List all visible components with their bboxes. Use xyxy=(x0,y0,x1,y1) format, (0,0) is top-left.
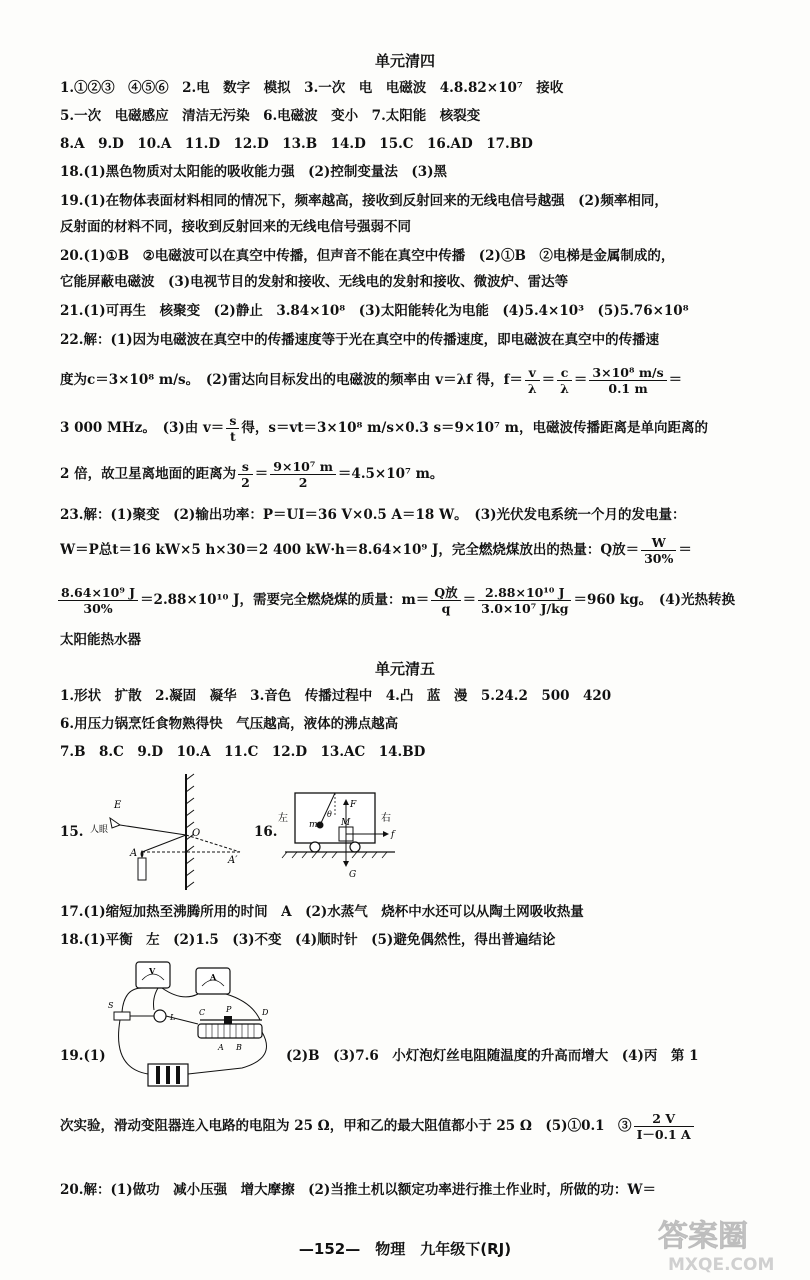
pendulum-ball xyxy=(317,822,324,829)
label-P: P xyxy=(226,1005,232,1014)
label-theta: θ xyxy=(327,810,332,819)
text: 3 000 MHz。 (3)由 v＝ xyxy=(60,420,225,436)
answer-line: 1.①②③ ④⑤⑥ 2.电 数字 模拟 3.一次 电 电磁波 4.8.82×10⁷ 接收 xyxy=(60,80,564,96)
reflected-ray xyxy=(120,825,186,835)
fraction xyxy=(525,365,540,396)
answer-line-formula xyxy=(60,362,770,398)
answer-line: 20.(1)①B ②电磁波可以在真空中传播，但声音不能在真空中传播 (2)①B ②电梯是金属制成的， xyxy=(60,248,675,264)
answer-line: 5.一次 电磁感应 清洁无污染 6.电磁波 变小 7.太阳能 核裂变 xyxy=(60,108,481,124)
label-A-terminal: A xyxy=(218,1043,224,1052)
equals: ＝ xyxy=(254,466,269,482)
numerator: v xyxy=(525,365,540,381)
answer-line: 22.解：(1)因为电磁波在真空中的传播速度等于光在真空中的传播速度，即电磁波在真空中的传播速 xyxy=(60,332,660,348)
wheel-icon xyxy=(310,842,320,852)
text: 度为c＝3×10⁸ m/s。 (2)雷达向目标发出的电磁波的频率由 v＝λf 得，f＝ xyxy=(60,372,523,388)
arrowhead xyxy=(343,861,349,867)
label-A-prime: A′ xyxy=(228,855,238,866)
watermark-url: MXQE.COM xyxy=(668,1255,775,1274)
label-left: 左 xyxy=(278,813,288,824)
mirror-reflection-diagram xyxy=(90,770,250,895)
label-V: V xyxy=(149,966,156,976)
text: 次实验，滑动变阻器连入电路的电阻为 25 Ω，甲和乙的最大阻值都小于 25 Ω (5)①0.1 ③ xyxy=(60,1118,632,1134)
answer-line: 20.解：(1)做功 减小压强 增大摩擦 (2)当推土机以额定功率进行推土作业时，所做的功：W＝ xyxy=(60,1182,656,1198)
answer-line: 7.B 8.C 9.D 10.A 11.C 12.D 13.AC 14.BD xyxy=(60,744,426,760)
equals: ＝ xyxy=(541,372,556,388)
label-m: m xyxy=(309,820,318,830)
answer-line: 23.解：(1)聚变 (2)输出功率：P＝UI＝36 V×0.5 A＝18 W。 (3)光伏发电系统一个月的发电量： xyxy=(60,507,686,523)
eye-icon xyxy=(110,818,120,828)
numerator: c xyxy=(557,365,572,381)
answer-line: 反射面的材料不同，接收到反射回来的无线电信号强弱不同 xyxy=(60,219,411,235)
answer-line: 18.(1)平衡 左 (2)1.5 (3)不变 (4)顺时针 (5)避免偶然性，得出普遍结论 xyxy=(60,932,556,948)
label-eye: 人眼 xyxy=(90,825,109,835)
text: ＝2.88×10¹⁰ J，需要完全燃烧煤的质量：m＝ xyxy=(140,592,430,608)
equals: ＝ xyxy=(668,372,683,388)
label-right: 右 xyxy=(381,813,391,824)
section-title-5: 单元清五 xyxy=(374,660,435,678)
car-force-diagram xyxy=(275,785,410,885)
label-B: B xyxy=(236,1043,242,1052)
answer-line: (2)B (3)7.6 小灯泡灯丝电阻随温度的升高而增大 (4)丙 第 1 xyxy=(286,1048,699,1064)
equals: ＝ xyxy=(573,372,588,388)
bulb-icon xyxy=(154,1010,166,1022)
fraction xyxy=(238,459,253,490)
fraction xyxy=(589,365,666,396)
equals: ＝ xyxy=(678,542,692,558)
text: ＝960 kg。 (4)光热转换 xyxy=(573,592,736,608)
answer-line: 它能屏蔽电磁波 (3)电视节目的发射和接收、无线电的发射和接收、微波炉、雷达等 xyxy=(60,274,569,290)
label-O: O xyxy=(192,828,201,839)
incident-ray xyxy=(142,835,186,852)
answer-line-formula xyxy=(56,580,766,620)
numerator: 2.88×10¹⁰ J xyxy=(478,585,571,601)
fraction xyxy=(478,585,571,616)
fraction xyxy=(431,585,460,616)
numerator: 8.64×10⁹ J xyxy=(58,585,138,601)
denominator: 2 xyxy=(241,475,250,490)
fraction xyxy=(270,459,336,490)
label-G: G xyxy=(349,870,357,880)
denominator: 2 xyxy=(298,475,308,490)
numerator: s xyxy=(238,459,253,475)
numerator: 3×10⁸ m/s xyxy=(589,365,666,381)
page-footer: —152— 物理 九年级下(RJ) xyxy=(298,1240,512,1258)
fraction xyxy=(58,585,138,616)
equals: ＝ xyxy=(462,592,477,608)
car-body xyxy=(295,793,375,843)
fraction xyxy=(641,535,676,566)
denominator: λ xyxy=(560,381,569,396)
numerator: 2 V xyxy=(634,1111,694,1127)
numerator: Q放 xyxy=(431,585,460,601)
numerator: W xyxy=(641,535,676,551)
answer-line: 19.(1)在物体表面材料相同的情况下，频率越高，接收到反射回来的无线电信号越强 (2)频率相同， xyxy=(60,193,668,209)
denominator: q xyxy=(441,601,451,616)
fraction xyxy=(226,413,239,444)
label-D: D xyxy=(262,1008,269,1017)
question-number: 16. xyxy=(254,824,278,840)
circuit-diagram xyxy=(102,958,282,1098)
text: W＝P总t＝16 kW×5 h×30＝2 400 kW·h＝8.64×10⁹ J，完全燃烧煤放出的热量：Q放＝ xyxy=(60,542,640,558)
answer-line: 太阳能热水器 xyxy=(60,632,141,648)
denominator: I－0.1 A xyxy=(636,1127,691,1142)
watermark-logo xyxy=(650,1212,800,1274)
denominator: 0.1 m xyxy=(608,381,648,396)
label-M: M xyxy=(341,818,351,828)
wheel-icon xyxy=(350,842,360,852)
numerator: s xyxy=(226,413,239,429)
answer-line-formula xyxy=(60,456,770,492)
label-C: C xyxy=(199,1008,206,1017)
label-A-meter: A xyxy=(210,972,217,982)
answer-line: 17.(1)缩短加热至沸腾所用的时间 A (2)水蒸气 烧杯中水还可以从陶土网吸收热量 xyxy=(60,904,584,920)
denominator: 3.0×10⁷ J/kg xyxy=(481,601,569,616)
fraction xyxy=(557,365,572,396)
answer-line: 18.(1)黑色物质对太阳能的吸收能力强 (2)控制变量法 (3)黑 xyxy=(60,164,447,180)
label-f: f xyxy=(391,830,395,840)
fraction xyxy=(634,1111,694,1142)
denominator: 30% xyxy=(83,601,113,616)
numerator: 9×10⁷ m xyxy=(270,459,336,475)
arrowhead xyxy=(383,831,389,837)
answer-line: 6.用压力锅烹饪食物熟得快 气压越高，液体的沸点越高 xyxy=(60,716,399,732)
switch-icon xyxy=(114,1012,130,1020)
answer-line-formula xyxy=(60,532,770,568)
text: ＝4.5×10⁷ m。 xyxy=(337,466,444,482)
label-E: E xyxy=(114,800,122,811)
section-title-4: 单元清四 xyxy=(374,52,435,70)
answer-line: 8.A 9.D 10.A 11.D 12.D 13.B 14.D 15.C 16.AD 17.BD xyxy=(60,136,533,152)
label-F: F xyxy=(350,800,357,810)
denominator: 30% xyxy=(644,551,674,566)
denominator: λ xyxy=(527,381,537,396)
answer-line-formula xyxy=(60,410,770,446)
answer-line-formula xyxy=(60,1106,770,1146)
answer-line: 21.(1)可再生 核聚变 (2)静止 3.84×10⁸ (3)太阳能转化为电能 (4)5.4×10³ (5)5.76×10⁸ xyxy=(60,303,689,319)
denominator: t xyxy=(229,429,236,444)
slider-P xyxy=(224,1016,232,1024)
text: 得，s＝vt＝3×10⁸ m/s×0.3 s＝9×10⁷ m，电磁波传播距离是单向距离的 xyxy=(241,420,708,436)
question-number: 15. xyxy=(60,824,84,840)
ground-hatching xyxy=(282,852,387,858)
label-A: A xyxy=(130,848,138,859)
text: 2 倍，故卫星离地面的距离为 xyxy=(60,466,237,482)
answer-line: 1.形状 扩散 2.凝固 凝华 3.音色 传播过程中 4.凸 蓝 漫 5.24.2 500 420 xyxy=(60,688,612,704)
label-L: L xyxy=(170,1013,176,1022)
watermark-text: 答案圈 xyxy=(658,1219,748,1254)
question-number: 19.(1) xyxy=(60,1048,106,1064)
label-S: S xyxy=(108,1001,114,1010)
candle-icon xyxy=(138,858,146,880)
